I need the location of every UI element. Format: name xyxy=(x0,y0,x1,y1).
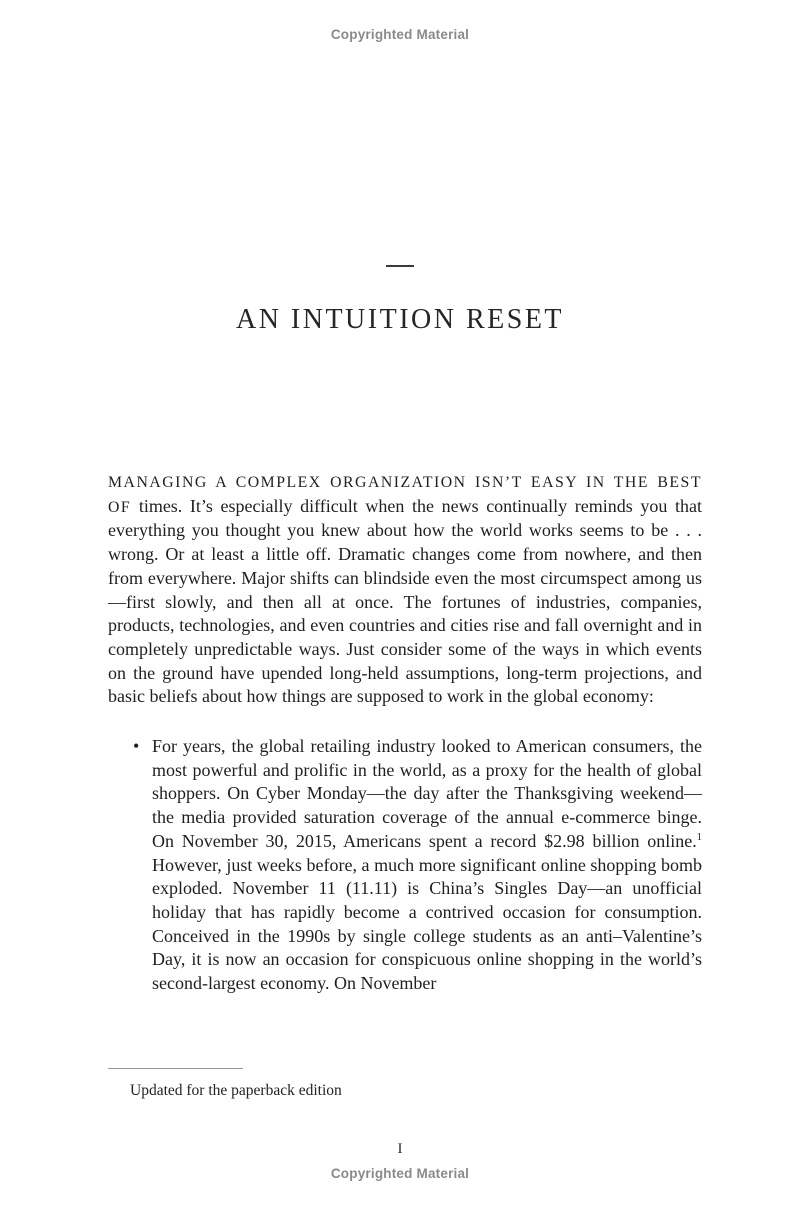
footnote-text: Updated for the paperback edition xyxy=(130,1082,342,1099)
footnote-rule xyxy=(108,1068,243,1069)
list-item xyxy=(108,735,702,996)
bullet-marker-icon: • xyxy=(133,736,140,757)
opening-paragraph xyxy=(108,470,702,709)
chapter-title: AN INTUITION RESET xyxy=(235,304,565,335)
copyright-watermark-top: Copyrighted Material xyxy=(330,27,470,42)
paragraph-body-text: times. It’s especially difficult when the news continually reminds you that everything you thought you knew about how the world works seems to be . . . wrong. Or at least a little off. Dramatic changes come from nowhere, and then from everywhere. Major shifts can blindside even the most circumspect among us—first slowly, and then all at once. The fortunes of industries, companies, products, technologies, and even countries and cities rise and fall overnight and in completely unpredictable ways. Just consider some of the ways in which events on the ground have upended long-held assumptions, long-term projections, and basic beliefs about how things are supposed to work in the global economy: xyxy=(108,495,702,707)
bullet-list xyxy=(108,735,702,996)
footnote-reference-1: 1 xyxy=(696,831,702,843)
body-content xyxy=(108,470,702,996)
bullet-text-after-ref: However, just weeks before, a much more significant online shopping bomb exploded. November 11 (11.11) is China’s Singles Day—an unofficial holiday that has rapidly become a contrived occasion for consumption. Conceived in the 1990s by single college students as an anti–Valentine’s Day, it is now an occasion for conspicuous online shopping in the world’s second-largest economy. On November xyxy=(152,854,702,994)
page-number: I xyxy=(397,1141,403,1157)
bullet-text-before-ref: For years, the global retailing industry looked to American consumers, the most powerful and prolific in the world, as a proxy for the health of global shoppers. On Cyber Monday—the day after the Thanksgiving weekend—the media provided saturation coverage of the annual e-commerce binge. On November 30, 2015, Americans spent a record $2.98 billion online. xyxy=(152,736,702,851)
ornament-dash xyxy=(386,265,414,267)
copyright-watermark-bottom: Copyrighted Material xyxy=(330,1166,470,1181)
paragraph-lead-smallcaps: MANAGING A COMPLEX ORGANIZATION ISN’T EASY IN THE BEST OF xyxy=(108,474,702,516)
footnote-block xyxy=(108,1068,608,1100)
